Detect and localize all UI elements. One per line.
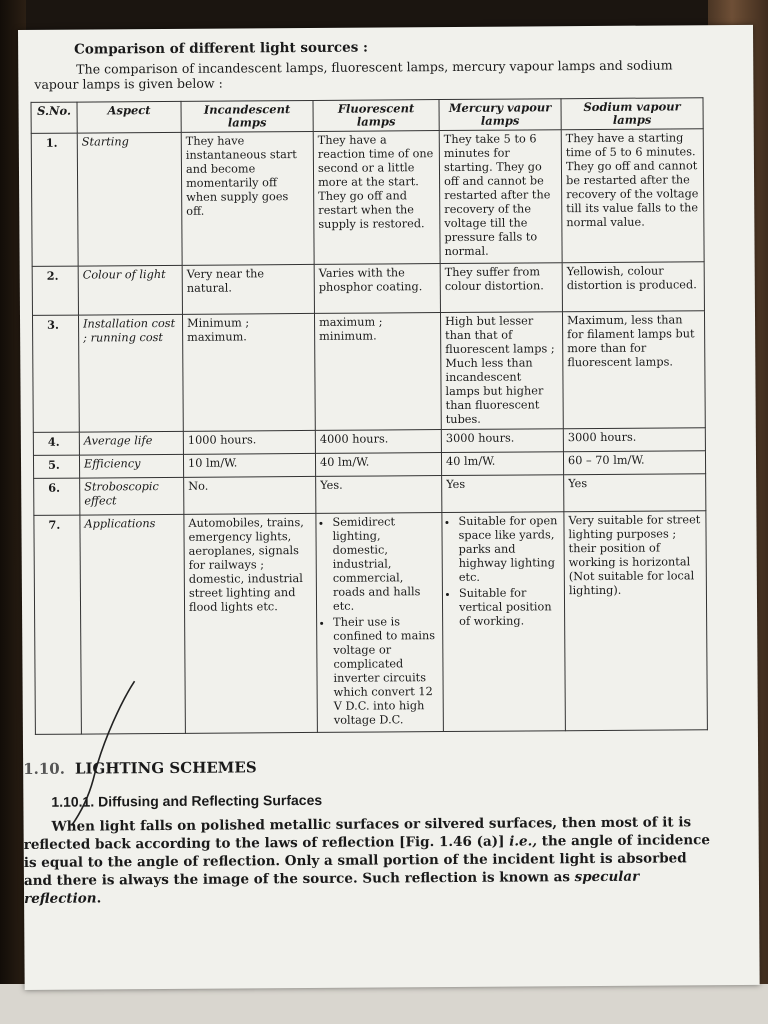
background-bottom [0, 984, 768, 1024]
header-mercury: Mercury vapour lamps [439, 99, 561, 131]
body-text-ie: i.e., [509, 833, 538, 850]
cell-fluorescent: 40 lm/W. [315, 453, 441, 477]
cell-mercury [442, 512, 566, 732]
cell-incandescent: Minimum ; maximum. [182, 313, 315, 431]
comparison-heading: Comparison of different light sources : [74, 39, 369, 58]
cell-mercury: High but lesser than that of fluorescent lamps ; Much less than incandescent lamps but higher than fluorescent tubes. [440, 312, 563, 430]
list-item: • Their use is confined to mains voltage or complicated inverter circuits which convert 12 V D.C. into high voltage D.C. [333, 615, 439, 728]
list-item: • Semidirect lighting, domestic, industrial, commercial, roads and halls etc. [332, 515, 438, 614]
cell-sno: 5. [33, 455, 79, 478]
cell-sodium: Maximum, less than for filament lamps but more than for fluorescent lamps. [562, 311, 705, 429]
comparison-table [31, 97, 708, 735]
cell-sno: 1. [31, 133, 78, 266]
fluorescent-applications-list [320, 515, 438, 728]
cell-aspect: Efficiency [79, 454, 183, 478]
header-incandescent: Incandescent lamps [181, 100, 313, 132]
cell-mercury: Yes [442, 475, 564, 513]
mercury-applications-list [446, 514, 560, 629]
cell-sodium: 60 – 70 lm/W. [563, 451, 705, 475]
cell-fluorescent: They have a reaction time of one second or a little more at the start. They go off and restart when the supply is restored. [313, 131, 440, 265]
body-text-part: When light falls on polished metallic surfaces or silvered surfaces, then most of it is reflected back according to the laws of reflection [Fig. 1.46 (a)] [23, 814, 692, 853]
cell-incandescent: 1000 hours. [183, 430, 315, 454]
cell-sno: 3. [32, 315, 79, 432]
cell-sodium: Yellowish, colour distortion is produced. [562, 262, 704, 312]
body-paragraph [24, 813, 715, 908]
cell-fluorescent: 4000 hours. [315, 430, 441, 454]
cell-sno: 6. [34, 478, 80, 515]
table-row [32, 262, 704, 316]
body-text-part: the angle of incidence is equal to the angle of reflection. Only a small portion of the incident light is absorbed and there is always the image of the source. Such reflection is known as [23, 832, 710, 889]
cell-fluorescent: Varies with the phosphor coating. [314, 264, 440, 314]
cell-sodium: They have a starting time of 5 to 6 minutes. They go off and cannot be restarted after the recovery of the voltage till its value falls to the normal value. [561, 129, 704, 263]
table-row [32, 311, 705, 433]
cell-sodium: Yes [564, 474, 706, 512]
cell-fluorescent [316, 513, 444, 733]
cell-aspect: Average life [79, 431, 183, 455]
cell-incandescent: Very near the natural. [182, 264, 314, 314]
cell-sno: 4. [33, 432, 79, 455]
cell-fluorescent: maximum ; minimum. [314, 313, 441, 431]
section-heading [23, 758, 257, 778]
cell-aspect: Applications [80, 514, 186, 734]
cell-aspect: Starting [77, 132, 182, 266]
header-sno: S.No. [31, 102, 77, 133]
header-sodium: Sodium vapour lamps [561, 98, 703, 130]
cell-aspect: Installation cost ; running cost [78, 314, 183, 432]
list-item: • Suitable for open space like yards, parks and highway lighting etc. [458, 514, 559, 585]
cell-mercury: They take 5 to 6 minutes for starting. They go off and cannot be restarted after the recovery of the voltage till the pressure falls to normal. [439, 130, 562, 264]
cell-incandescent: 10 lm/W. [183, 453, 315, 477]
body-text-end: . [96, 890, 102, 907]
cell-sodium: Very suitable for street lighting purposes ; their position of working is horizontal (Not suitable for local lighting). [564, 511, 708, 731]
document-page [18, 25, 760, 990]
cell-fluorescent: Yes. [316, 476, 442, 514]
table-header-row [31, 98, 703, 134]
cell-mercury: They suffer from colour distortion. [440, 263, 562, 313]
cell-aspect: Colour of light [78, 265, 182, 315]
intro-paragraph: The comparison of incandescent lamps, fluorescent lamps, mercury vapour lamps and sodium vapour lamps is given below : [34, 57, 673, 92]
cell-sno: 2. [32, 266, 78, 315]
cell-sodium: 3000 hours. [563, 428, 705, 452]
cell-incandescent: Automobiles, trains, emergency lights, aeroplanes, signals for railways ; domestic, industrial street lighting and flood lights etc. [184, 513, 318, 733]
section-number: 1.10. [23, 759, 65, 778]
cell-mercury: 3000 hours. [441, 429, 563, 453]
header-fluorescent: Fluorescent lamps [313, 100, 439, 132]
list-item: • Suitable for vertical position of working. [459, 586, 560, 629]
cell-mercury: 40 lm/W. [441, 452, 563, 476]
cell-aspect: Stroboscopic effect [80, 477, 184, 515]
cell-incandescent: No. [184, 476, 316, 514]
table-row [31, 129, 704, 267]
table-row [34, 474, 706, 516]
cell-sno: 7. [34, 515, 82, 734]
cell-incandescent: They have instantaneous start and become momentarily off when supply goes off. [181, 131, 314, 265]
section-title: LIGHTING SCHEMES [74, 758, 257, 778]
subsection-heading: 1.10.1. Diffusing and Reflecting Surfaces [51, 791, 323, 810]
header-aspect: Aspect [77, 101, 181, 133]
specular-reflection-term: specular reflection [24, 868, 640, 907]
